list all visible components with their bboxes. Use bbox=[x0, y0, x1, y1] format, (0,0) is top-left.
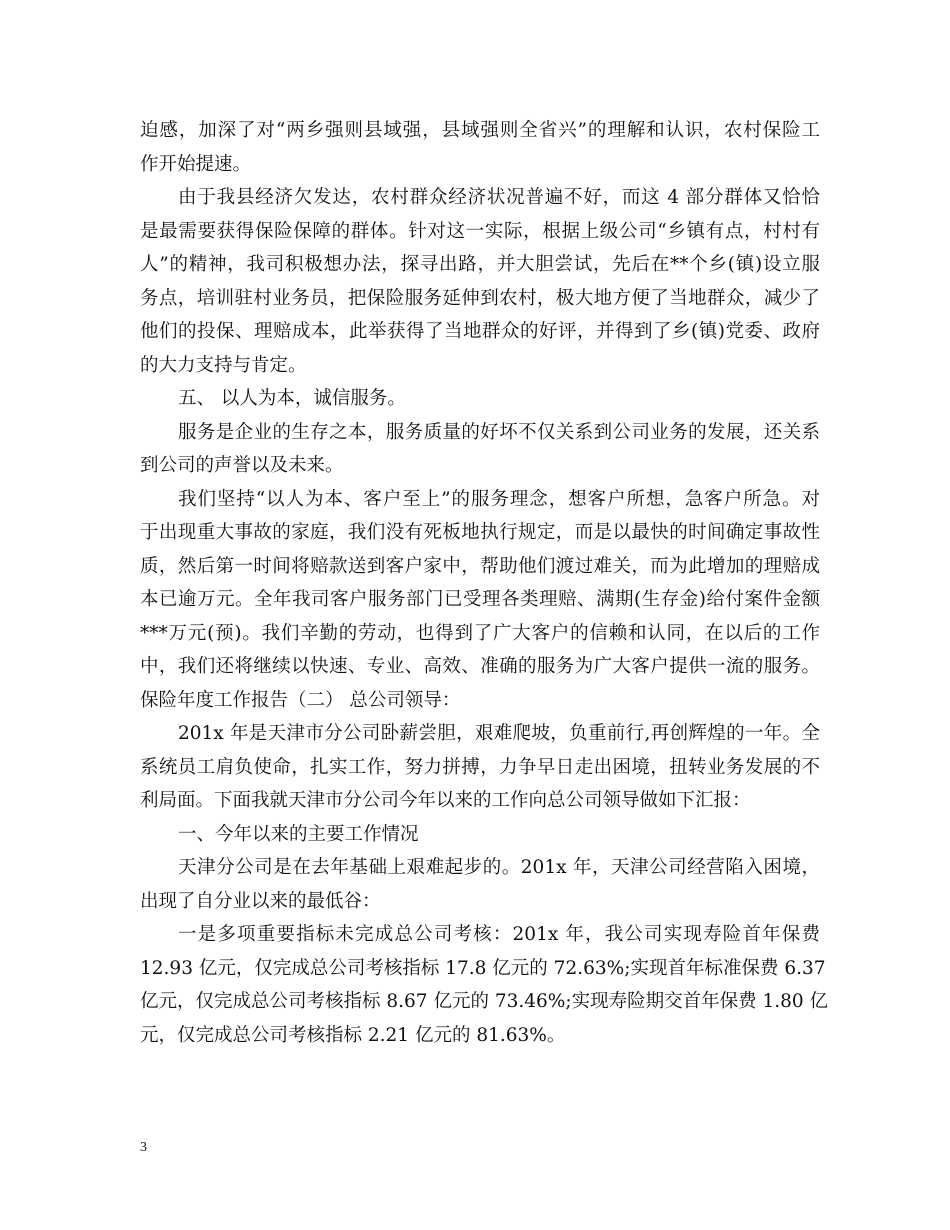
text-line: 由于我县经济欠发达，农村群众经济状况普遍不好，而这 4 部分群体又恰恰 bbox=[178, 187, 820, 208]
text-line: 务点，培训驻村业务员，把保险服务延伸到农村，极大地方便了当地群众，减少了 bbox=[140, 287, 820, 309]
text-line: 中，我们还将继续以快速、专业、高效、准确的服务为广大客户提供一流的服务。 bbox=[140, 656, 820, 677]
text-line: 元，仅完成总公司考核指标 2.21 亿元的 81.63%。 bbox=[140, 1024, 566, 1046]
text-line: 利局面。下面我就天津市分公司今年以来的工作向总公司领导做如下汇报： bbox=[140, 790, 751, 811]
text-line: 作开始提速。 bbox=[140, 153, 252, 175]
page-number: 3 bbox=[140, 1140, 147, 1155]
text-line: 保险年度工作报告（二） 总公司领导： bbox=[140, 689, 461, 711]
text-line: 出现了自分业以来的最低谷： bbox=[140, 890, 381, 912]
text-line: 12.93 亿元，仅完成总公司考核指标 17.8 亿元的 72.63%;实现首年标准保费 6.37 bbox=[140, 957, 826, 979]
text-line: 质，然后第一时间将赔款送到客户家中，帮助他们渡过难关，而为此增加的理赔成 bbox=[140, 555, 820, 577]
text-line: 系统员工肩负使命，扎实工作，努力拼搏，力争早日走出困境，扭转业务发展的不 bbox=[140, 756, 820, 778]
text-line: 人”的精神，我司积极想办法，探寻出路，并大胆尝试，先后在**个乡(镇)设立服 bbox=[140, 254, 820, 275]
text-line: 五、 以人为本，诚信服务。 bbox=[178, 388, 406, 409]
text-line: 一是多项重要指标未完成总公司考核：201x 年，我公司实现寿险首年保费 bbox=[178, 924, 820, 945]
text-line: 服务是企业的生存之本，服务质量的好坏不仅关系到公司业务的发展，还关系 bbox=[178, 421, 820, 443]
text-line: 迫感，加深了对“两乡强则县域强，县域强则全省兴”的理解和认识，农村保险工 bbox=[140, 120, 820, 141]
text-line: 于出现重大事故的家庭，我们没有死板地执行规定，而是以最快的时间确定事故性 bbox=[140, 522, 820, 543]
text-line: 他们的投保、理赔成本，此举获得了当地群众的好评，并得到了乡(镇)党委、政府 bbox=[140, 321, 820, 342]
text-line: 一、今年以来的主要工作情况 bbox=[178, 823, 419, 845]
text-line: 201x 年是天津市分公司卧薪尝胆，艰难爬坡，负重前行,再创辉煌的一年。全 bbox=[178, 723, 820, 744]
text-line: 本已逾万元。全年我司客户服务部门已受理各类理赔、满期(生存金)给付案件金额 bbox=[140, 589, 820, 610]
text-line: 亿元，仅完成总公司考核指标 8.67 亿元的 73.46%;实现寿险期交首年保费 1.80 亿 bbox=[140, 991, 829, 1012]
text-line: 到公司的声誉以及未来。 bbox=[140, 455, 344, 476]
text-line: 我们坚持“以人为本、客户至上”的服务理念，想客户所想，急客户所急。对 bbox=[178, 488, 820, 510]
text-line: 天津分公司是在去年基础上艰难起步的。201x 年，天津公司经营陷入困境， bbox=[178, 857, 820, 878]
text-line: 是最需要获得保险保障的群体。针对这一实际，根据上级公司“乡镇有点，村村有 bbox=[140, 220, 820, 242]
text-line: ***万元(预)。我们辛勤的劳动，也得到了广大客户的信赖和认同，在以后的工作 bbox=[140, 622, 820, 644]
body-text bbox=[140, 114, 829, 1052]
text-line: 的大力支持与肯定。 bbox=[140, 354, 307, 376]
